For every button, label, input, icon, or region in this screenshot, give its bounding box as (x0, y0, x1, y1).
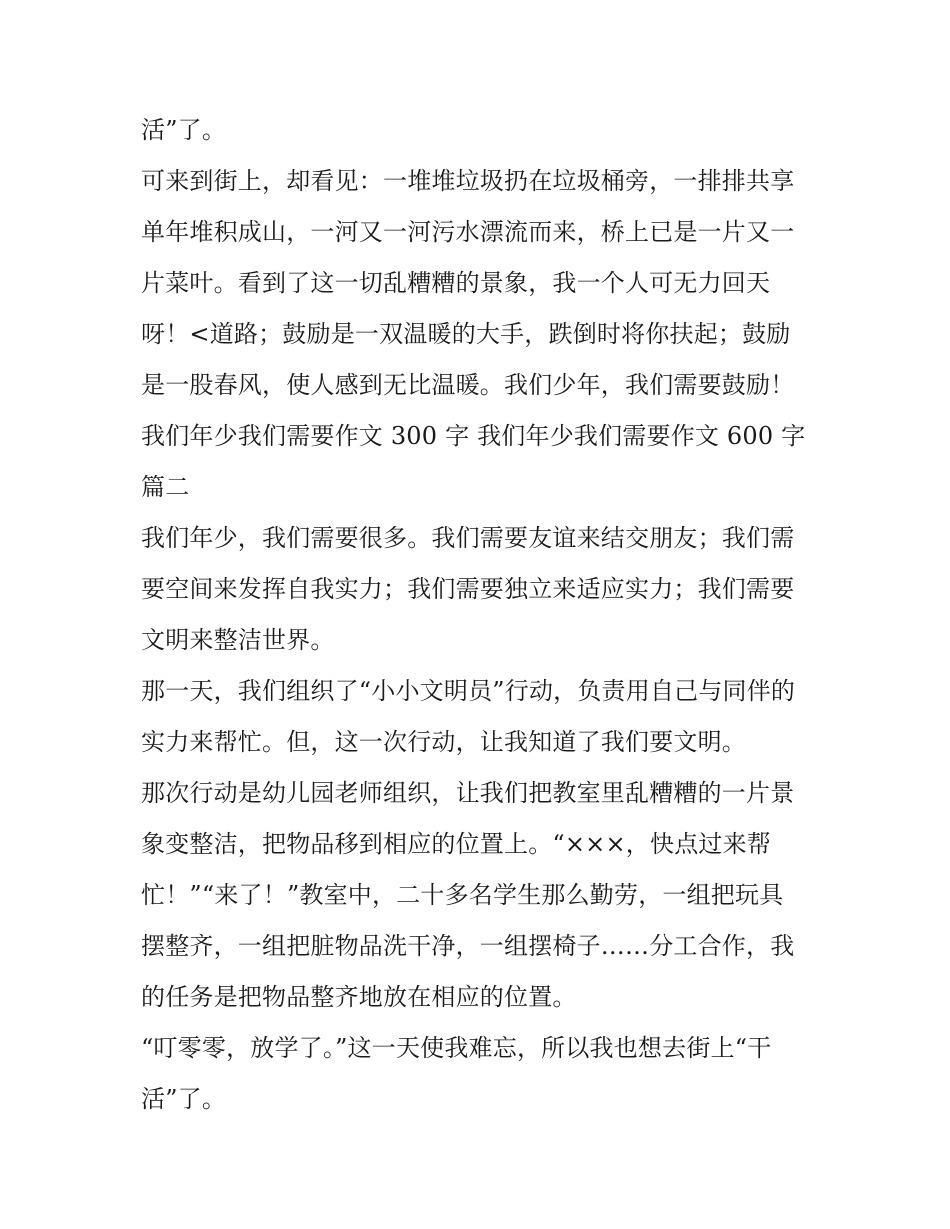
text-line: 活”了。 (141, 1085, 227, 1113)
text-line: 那一天，我们组织了“小小文明员”行动，负责用自己与同伴的 (141, 677, 796, 705)
text-line: 象变整洁，把物品移到相应的位置上。“×××，快点过来帮 (141, 830, 771, 858)
text-line: 我们年少我们需要作文 300 字 我们年少我们需要作文 600 字 (141, 422, 806, 450)
section-heading: 篇二 (141, 473, 190, 501)
text-line: 是一股春风，使人感到无比温暖。我们少年，我们需要鼓励！ (141, 371, 795, 399)
text-line: 要空间来发挥自我实力；我们需要独立来适应实力；我们需要 (141, 575, 795, 603)
text-line: 我们年少，我们需要很多。我们需要友谊来结交朋友；我们需 (141, 524, 795, 552)
text-line: 片菜叶。看到了这一切乱糟糟的景象，我一个人可无力回天 (141, 269, 771, 297)
text-line: 呀！<道路；鼓励是一双温暖的大手，跌倒时将你扶起；鼓励 (141, 320, 791, 348)
text-line: 的任务是把物品整齐地放在相应的位置。 (141, 983, 577, 1011)
text-line: 文明来整洁世界。 (141, 626, 335, 654)
text-line: 那次行动是幼儿园老师组织，让我们把教室里乱糟糟的一片景 (141, 779, 795, 807)
text-line: 活”了。 (141, 116, 227, 144)
text-line: “叮零零，放学了。”这一天使我难忘，所以我也想去街上“干 (141, 1034, 772, 1062)
text-line: 摆整齐，一组把脏物品洗干净，一组摆椅子……分工合作，我 (141, 932, 795, 960)
text-line: 可来到街上，却看见：一堆堆垃圾扔在垃圾桶旁，一排排共享 (141, 167, 795, 195)
text-line: 单年堆积成山，一河又一河污水漂流而来，桥上已是一片又一 (141, 218, 795, 246)
text-line: 实力来帮忙。但，这一次行动，让我知道了我们要文明。 (141, 728, 746, 756)
text-line: 忙！”“来了！”教室中，二十多名学生那么勤劳，一组把玩具 (141, 881, 784, 909)
